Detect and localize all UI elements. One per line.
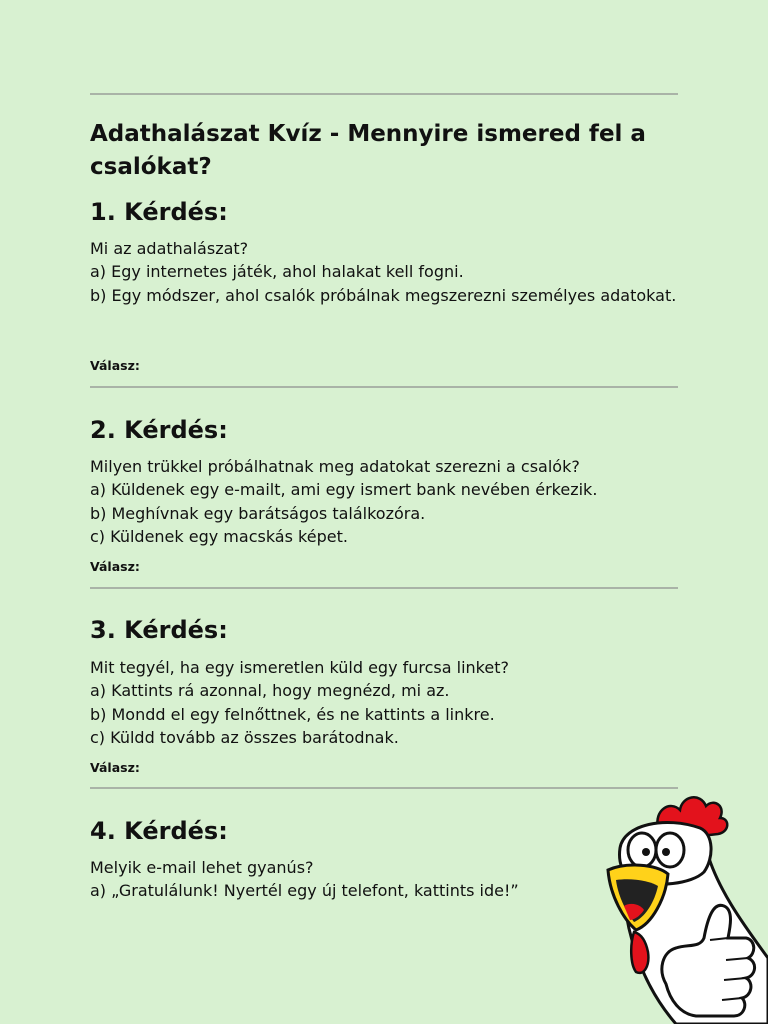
question-3-option-a: a) Kattints rá azonnal, hogy megnézd, mi az. — [90, 681, 450, 701]
question-1-body — [90, 237, 690, 307]
question-2-option-c: c) Küldenek egy macskás képet. — [90, 526, 348, 546]
question-4-option-a: a) „Gratulálunk! Nyertél egy új telefont, kattints ide!” — [90, 881, 519, 901]
document-title: Adathalászat Kvíz - Mennyire ismered fel a csalókat? — [90, 121, 646, 180]
chicken-mascot-icon — [596, 788, 768, 1024]
question-3-option-c: c) Küldd tovább az összes barátodnak. — [90, 727, 399, 747]
question-1-option-a: a) Egy internetes játék, ahol halakat kell fogni. — [90, 262, 464, 282]
question-1-heading: 1. Kérdés: — [90, 198, 228, 226]
question-2-text: Milyen trükkel próbálhatnak meg adatokat szerezni a csalók? — [90, 457, 580, 476]
question-3-divider — [90, 787, 678, 789]
question-3-answer-label: Válasz: — [90, 760, 140, 775]
question-2-answer-label: Válasz: — [90, 559, 140, 574]
question-2-option-a: a) Küldenek egy e-mailt, ami egy ismert bank nevében érkezik. — [90, 480, 598, 500]
question-3-body — [90, 656, 690, 749]
question-1-option-b: b) Egy módszer, ahol csalók próbálnak megszerezni személyes adatokat. — [90, 285, 677, 305]
question-1-text: Mi az adathalászat? — [90, 239, 249, 258]
question-2-body — [90, 455, 690, 548]
question-3-text: Mit tegyél, ha egy ismeretlen küld egy furcsa linket? — [90, 658, 509, 677]
question-4-heading: 4. Kérdés: — [90, 817, 228, 845]
question-1-divider — [90, 386, 678, 388]
question-1-answer-label: Válasz: — [90, 358, 140, 373]
question-3-option-b: b) Mondd el egy felnőttnek, és ne kattints a linkre. — [90, 704, 495, 724]
question-3-heading: 3. Kérdés: — [90, 616, 228, 644]
question-4-text: Melyik e-mail lehet gyanús? — [90, 858, 314, 877]
top-divider — [90, 93, 678, 95]
question-2-option-b: b) Meghívnak egy barátságos találkozóra. — [90, 503, 426, 523]
question-2-heading: 2. Kérdés: — [90, 416, 228, 444]
question-2-divider — [90, 587, 678, 589]
